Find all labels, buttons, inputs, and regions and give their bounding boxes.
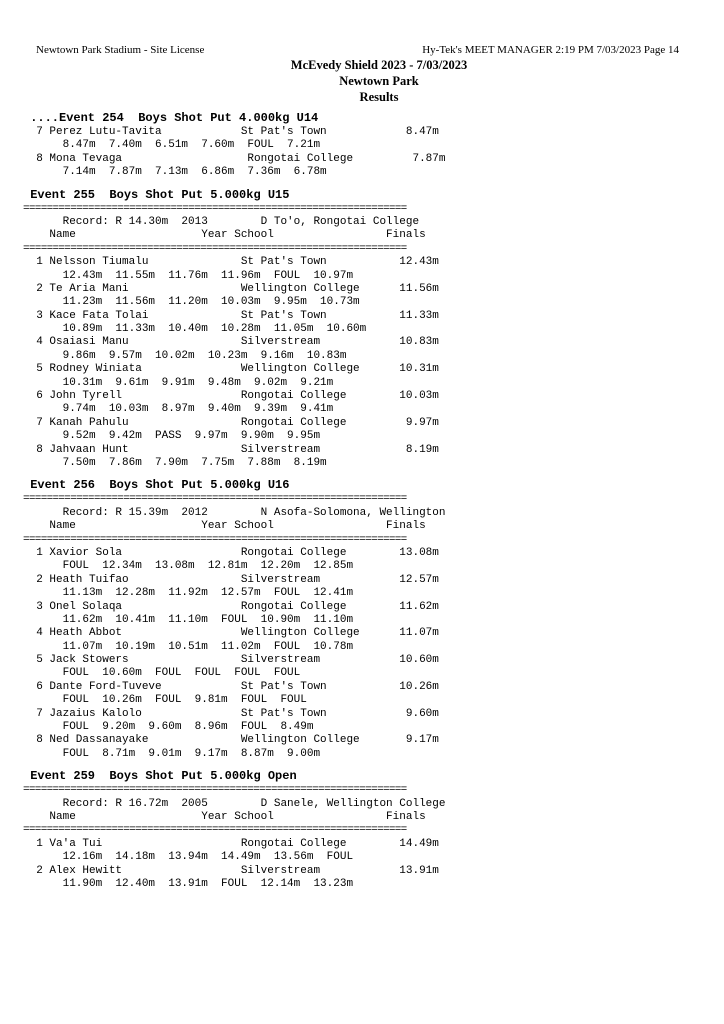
marks-line: 7.14m 7.87m 7.13m 6.86m 7.36m 6.78m	[23, 166, 327, 179]
result-line: 7 Perez Lutu-Tavita St Pat's Town 8.47m	[23, 126, 439, 138]
rule-divider: =================================================================	[23, 784, 407, 797]
record-line: Record: R 15.39m 2012 N Asofa-Solomona, Wellington	[23, 506, 446, 519]
results-body	[23, 110, 713, 891]
result-line: 5 Jack Stowers Silverstream 10.60m	[23, 654, 439, 667]
marks-line: 9.86m 9.57m 10.02m 10.23m 9.16m 10.83m	[23, 349, 347, 362]
result-line: 2 Te Aria Mani Wellington College 11.56m	[23, 282, 439, 295]
marks-line: 11.07m 10.19m 10.51m 11.02m FOUL 10.78m	[23, 640, 354, 653]
site-license-text: Newtown Park Stadium - Site License	[36, 44, 205, 56]
result-line: 1 Xavior Sola Rongotai College 13.08m	[23, 546, 439, 559]
marks-line: FOUL 9.20m 9.60m 8.96m FOUL 8.49m	[23, 721, 314, 734]
marks-line: FOUL 8.71m 9.01m 9.17m 8.87m 9.00m	[23, 747, 321, 760]
marks-line: 11.23m 11.56m 11.20m 10.03m 9.95m 10.73m	[23, 296, 360, 309]
result-line: 6 John Tyrell Rongotai College 10.03m	[23, 390, 439, 403]
result-line: 2 Alex Hewitt Silverstream 13.91m	[23, 864, 439, 877]
meet-title: McEvedy Shield 2023 - 7/03/2023	[290, 58, 468, 72]
result-line: 3 Kace Fata Tolai St Pat's Town 11.33m	[23, 309, 439, 322]
record-line: Record: R 14.30m 2013 D To'o, Rongotai College	[23, 215, 420, 228]
result-line: 4 Osaiasi Manu Silverstream 10.83m	[23, 336, 439, 349]
result-line: 1 Nelsson Tiumalu St Pat's Town 12.43m	[23, 256, 439, 269]
result-line: 8 Jahvaan Hunt Silverstream 8.19m	[23, 443, 439, 456]
event-block	[23, 110, 713, 180]
result-line: 2 Heath Tuifao Silverstream 12.57m	[23, 573, 439, 586]
meet-manager-info: Hy-Tek's MEET MANAGER 2:19 PM 7/03/2023 Page 14	[422, 44, 679, 56]
marks-line: 9.74m 10.03m 8.97m 9.40m 9.39m 9.41m	[23, 403, 334, 416]
marks-line: 11.90m 12.40m 13.91m FOUL 12.14m 13.23m	[23, 877, 354, 890]
event-block	[23, 768, 713, 891]
marks-line: 10.89m 11.33m 10.40m 10.28m 11.05m 10.60m	[23, 323, 367, 336]
column-headers: Name Year School Finals	[23, 229, 426, 242]
result-line: 7 Jazaius Kalolo St Pat's Town 9.60m	[23, 707, 439, 720]
result-line: 3 Onel Solaqa Rongotai College 11.62m	[23, 600, 439, 613]
result-line: 1 Va'a Tui Rongotai College 14.49m	[23, 837, 439, 850]
event-heading: ....Event 254 Boys Shot Put 4.000kg U14	[23, 111, 319, 125]
rule-divider: =================================================================	[23, 533, 407, 546]
record-line: Record: R 16.72m 2005 D Sanele, Wellington College	[23, 797, 446, 810]
marks-line: FOUL 10.26m FOUL 9.81m FOUL FOUL	[23, 694, 307, 707]
marks-line: FOUL 12.34m 13.08m 12.81m 12.20m 12.85m	[23, 560, 354, 573]
column-headers: Name Year School Finals	[23, 810, 426, 823]
rule-divider: =================================================================	[23, 242, 407, 255]
marks-line: 10.31m 9.61m 9.91m 9.48m 9.02m 9.21m	[23, 376, 334, 389]
marks-line: 9.52m 9.42m PASS 9.97m 9.90m 9.95m	[23, 430, 321, 443]
results-title: Results	[359, 90, 399, 104]
marks-line: FOUL 10.60m FOUL FOUL FOUL FOUL	[23, 667, 301, 680]
marks-line: 12.43m 11.55m 11.76m 11.96m FOUL 10.97m	[23, 269, 354, 282]
result-line: 7 Kanah Pahulu Rongotai College 9.97m	[23, 416, 439, 429]
marks-line: 11.13m 12.28m 11.92m 12.57m FOUL 12.41m	[23, 587, 354, 600]
marks-line: 7.50m 7.86m 7.90m 7.75m 7.88m 8.19m	[23, 456, 327, 469]
rule-divider: =================================================================	[23, 493, 407, 506]
marks-line: 12.16m 14.18m 13.94m 14.49m 13.56m FOUL	[23, 851, 354, 864]
result-line: 6 Dante Ford-Tuveve St Pat's Town 10.26m	[23, 680, 439, 693]
venue-title: Newtown Park	[339, 74, 419, 88]
result-line: 8 Ned Dassanayake Wellington College 9.17m	[23, 734, 439, 747]
rule-divider: =================================================================	[23, 202, 407, 215]
event-block	[23, 187, 713, 471]
event-heading: Event 255 Boys Shot Put 5.000kg U15	[23, 187, 290, 202]
event-heading: Event 256 Boys Shot Put 5.000kg U16	[23, 478, 290, 493]
result-line: 4 Heath Abbot Wellington College 11.07m	[23, 627, 439, 640]
rule-divider: =================================================================	[23, 824, 407, 837]
result-line: 5 Rodney Winiata Wellington College 10.31m	[23, 363, 439, 376]
marks-line: 8.47m 7.40m 6.51m 7.60m FOUL 7.21m	[23, 139, 321, 152]
marks-line: 11.62m 10.41m 11.10m FOUL 10.90m 11.10m	[23, 613, 354, 626]
event-block	[23, 477, 713, 761]
column-headers: Name Year School Finals	[23, 520, 426, 533]
result-line: 8 Mona Tevaga Rongotai College 7.87m	[23, 152, 446, 165]
event-heading: Event 259 Boys Shot Put 5.000kg Open	[23, 769, 297, 784]
